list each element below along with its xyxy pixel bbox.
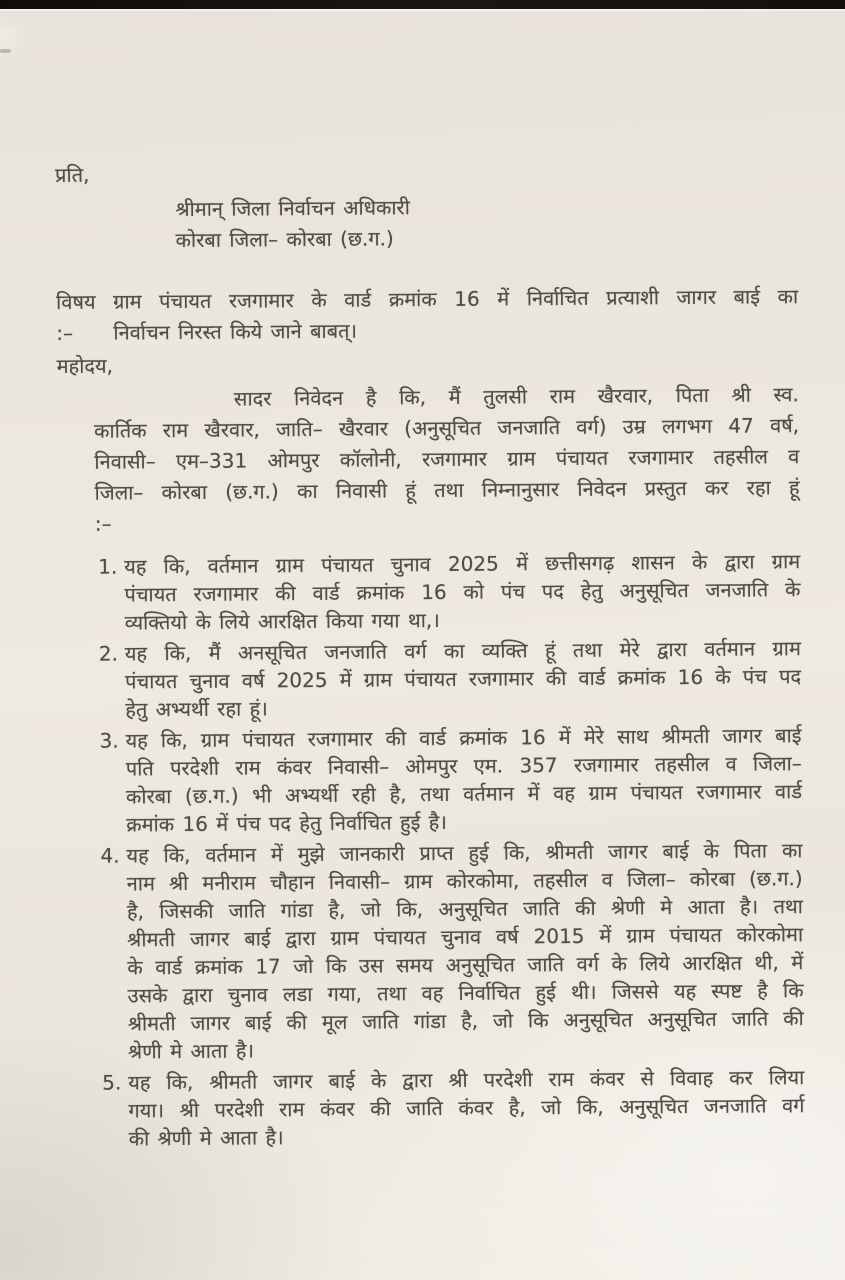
point-text xyxy=(125,634,802,723)
point-line: यह कि, मैं अनसूचित जनजाति वर्ग का व्यक्ति हूं तथा मेरे द्वारा वर्तमान ग्राम xyxy=(124,636,801,666)
point-line: क्रमांक 16 में पंच पद हेतु निर्वाचित हुई है। xyxy=(126,809,448,837)
point-3 xyxy=(99,721,802,839)
point-line: पति परदेशी राम कंवर निवासी– ओमपुर एम. 357 रजगामार तहसील व जिला– xyxy=(125,751,802,781)
paper-edge-mark xyxy=(0,49,11,53)
point-line: पंचायत चुनाव वर्ष 2025 में ग्राम पंचायत रजगामार की वार्ड क्रमांक 16 के पंच पद xyxy=(125,664,802,694)
subject-label: विषय :– xyxy=(56,289,96,345)
addressee-line: कोरबा जिला– कोरबा (छ.ग.) xyxy=(175,226,394,253)
point-5 xyxy=(102,1063,805,1153)
subject-line: निर्वाचन निरस्त किये जाने बाबत्। xyxy=(113,318,358,345)
point-line: नाम श्री मनीराम चौहान निवासी– ग्राम कोरकोमा, तहसील व जिला– कोरबा (छ.ग.) xyxy=(126,866,803,896)
point-line: के वार्ड क्रमांक 17 जो कि उस समय अनुसूचित जाति वर्ग के लिये आरक्षित थी, में xyxy=(127,950,804,980)
point-1 xyxy=(98,547,801,637)
point-line: गया। श्री परदेशी राम कंवर की जाति कंवर है, जो कि, अनुसूचित जनजाति वर्ग xyxy=(128,1093,805,1123)
point-number: 5. xyxy=(102,1070,122,1095)
intro-paragraph xyxy=(94,379,800,540)
subject-line: ग्राम पंचायत रजगामार के वार्ड क्रमांक 16 में निर्वाचित प्रत्याशी जागर बाई का xyxy=(113,284,799,314)
point-2 xyxy=(99,634,802,724)
point-4 xyxy=(100,836,804,1066)
point-line: यह कि, श्रीमती जागर बाई के द्वारा श्री परदेशी राम कंवर से विवाह कर लिया xyxy=(128,1065,805,1095)
point-line: कोरबा (छ.ग.) भी अभ्यर्थी रही है, तथा वर्तमान में वह ग्राम पंचायत रजगामार वार्ड xyxy=(125,779,803,809)
point-line: व्यक्तियो के लिये आरक्षित किया गया था,। xyxy=(124,607,440,635)
intro-line: कार्तिक राम खैरवार, जाति– खैरवार (अनुसूचित जनजाति वर्ग) उम्र लगभग 47 वर्ष, xyxy=(94,413,800,443)
intro-line: निवासी– एम–331 ओमपुर कॉलोनी, रजगामार ग्राम पंचायत रजगामार तहसील व xyxy=(94,444,800,474)
intro-line: :– xyxy=(94,511,112,536)
intro-line: सादर निवेदन है कि, मैं तुलसी राम खैरवार, पिता श्री स्व. xyxy=(233,382,799,411)
point-text xyxy=(125,721,802,838)
point-line: श्रेणी मे आता है। xyxy=(127,1038,255,1064)
addressee-line: श्रीमान् जिला निर्वाचन अधिकारी xyxy=(175,195,410,222)
point-text xyxy=(126,836,804,1065)
point-line: यह कि, वर्तमान में मुझे जानकारी प्राप्त हुई कि, श्रीमती जागर बाई के पिता का xyxy=(126,838,803,868)
point-line: है, जिसकी जाति गांडा है, जो कि, अनुसूचित जाति की श्रेणी मे आता है। तथा xyxy=(126,894,803,924)
subject-text xyxy=(113,281,798,348)
point-text xyxy=(128,1063,805,1152)
point-line: यह कि, ग्राम पंचायत रजगामार की वार्ड क्रमांक 16 में मेरे साथ श्रीमती जागर बाई xyxy=(125,723,802,753)
point-number: 4. xyxy=(100,843,120,868)
point-line: यह कि, वर्तमान ग्राम पंचायत चुनाव 2025 में छत्तीसगढ़ शासन के द्वारा ग्राम xyxy=(124,549,801,579)
photo-top-edge xyxy=(0,0,845,11)
points-list xyxy=(98,547,805,1152)
letter-content xyxy=(55,154,805,1156)
greeting: महोदय, xyxy=(56,353,114,378)
addressee-block xyxy=(175,189,797,256)
point-number: 1. xyxy=(98,554,118,579)
point-line: पंचायत रजगामार की वार्ड क्रमांक 16 को पंच पद हेतु अनुसूचित जनजाति के xyxy=(124,577,801,607)
subject-block xyxy=(56,281,798,349)
point-number: 3. xyxy=(99,728,119,753)
point-line: उसके द्वारा चुनाव लडा गया, तथा वह निर्वाचित हुई थी। जिससे यह स्पष्ट है कि xyxy=(127,978,804,1008)
point-number: 2. xyxy=(98,641,119,666)
point-line: हेतु अभ्यर्थी रहा हूं। xyxy=(125,696,268,722)
point-text xyxy=(124,547,801,636)
point-line: श्रीमती जागर बाई द्वारा ग्राम पंचायत चुनाव वर्ष 2015 में ग्राम पंचायत कोरकोमा xyxy=(127,922,804,952)
point-line: की श्रेणी मे आता है। xyxy=(128,1125,284,1151)
point-line: श्रीमती जागर बाई की मूल जाति गांडा है, जो कि अनुसूचित अनुसूचित जाति की xyxy=(127,1006,804,1036)
intro-line: जिला– कोरबा (छ.ग.) का निवासी हूं तथा निम्नानुसार निवेदन प्रस्तुत कर रहा हूं xyxy=(94,475,800,505)
salutation: प्रति, xyxy=(55,162,90,187)
